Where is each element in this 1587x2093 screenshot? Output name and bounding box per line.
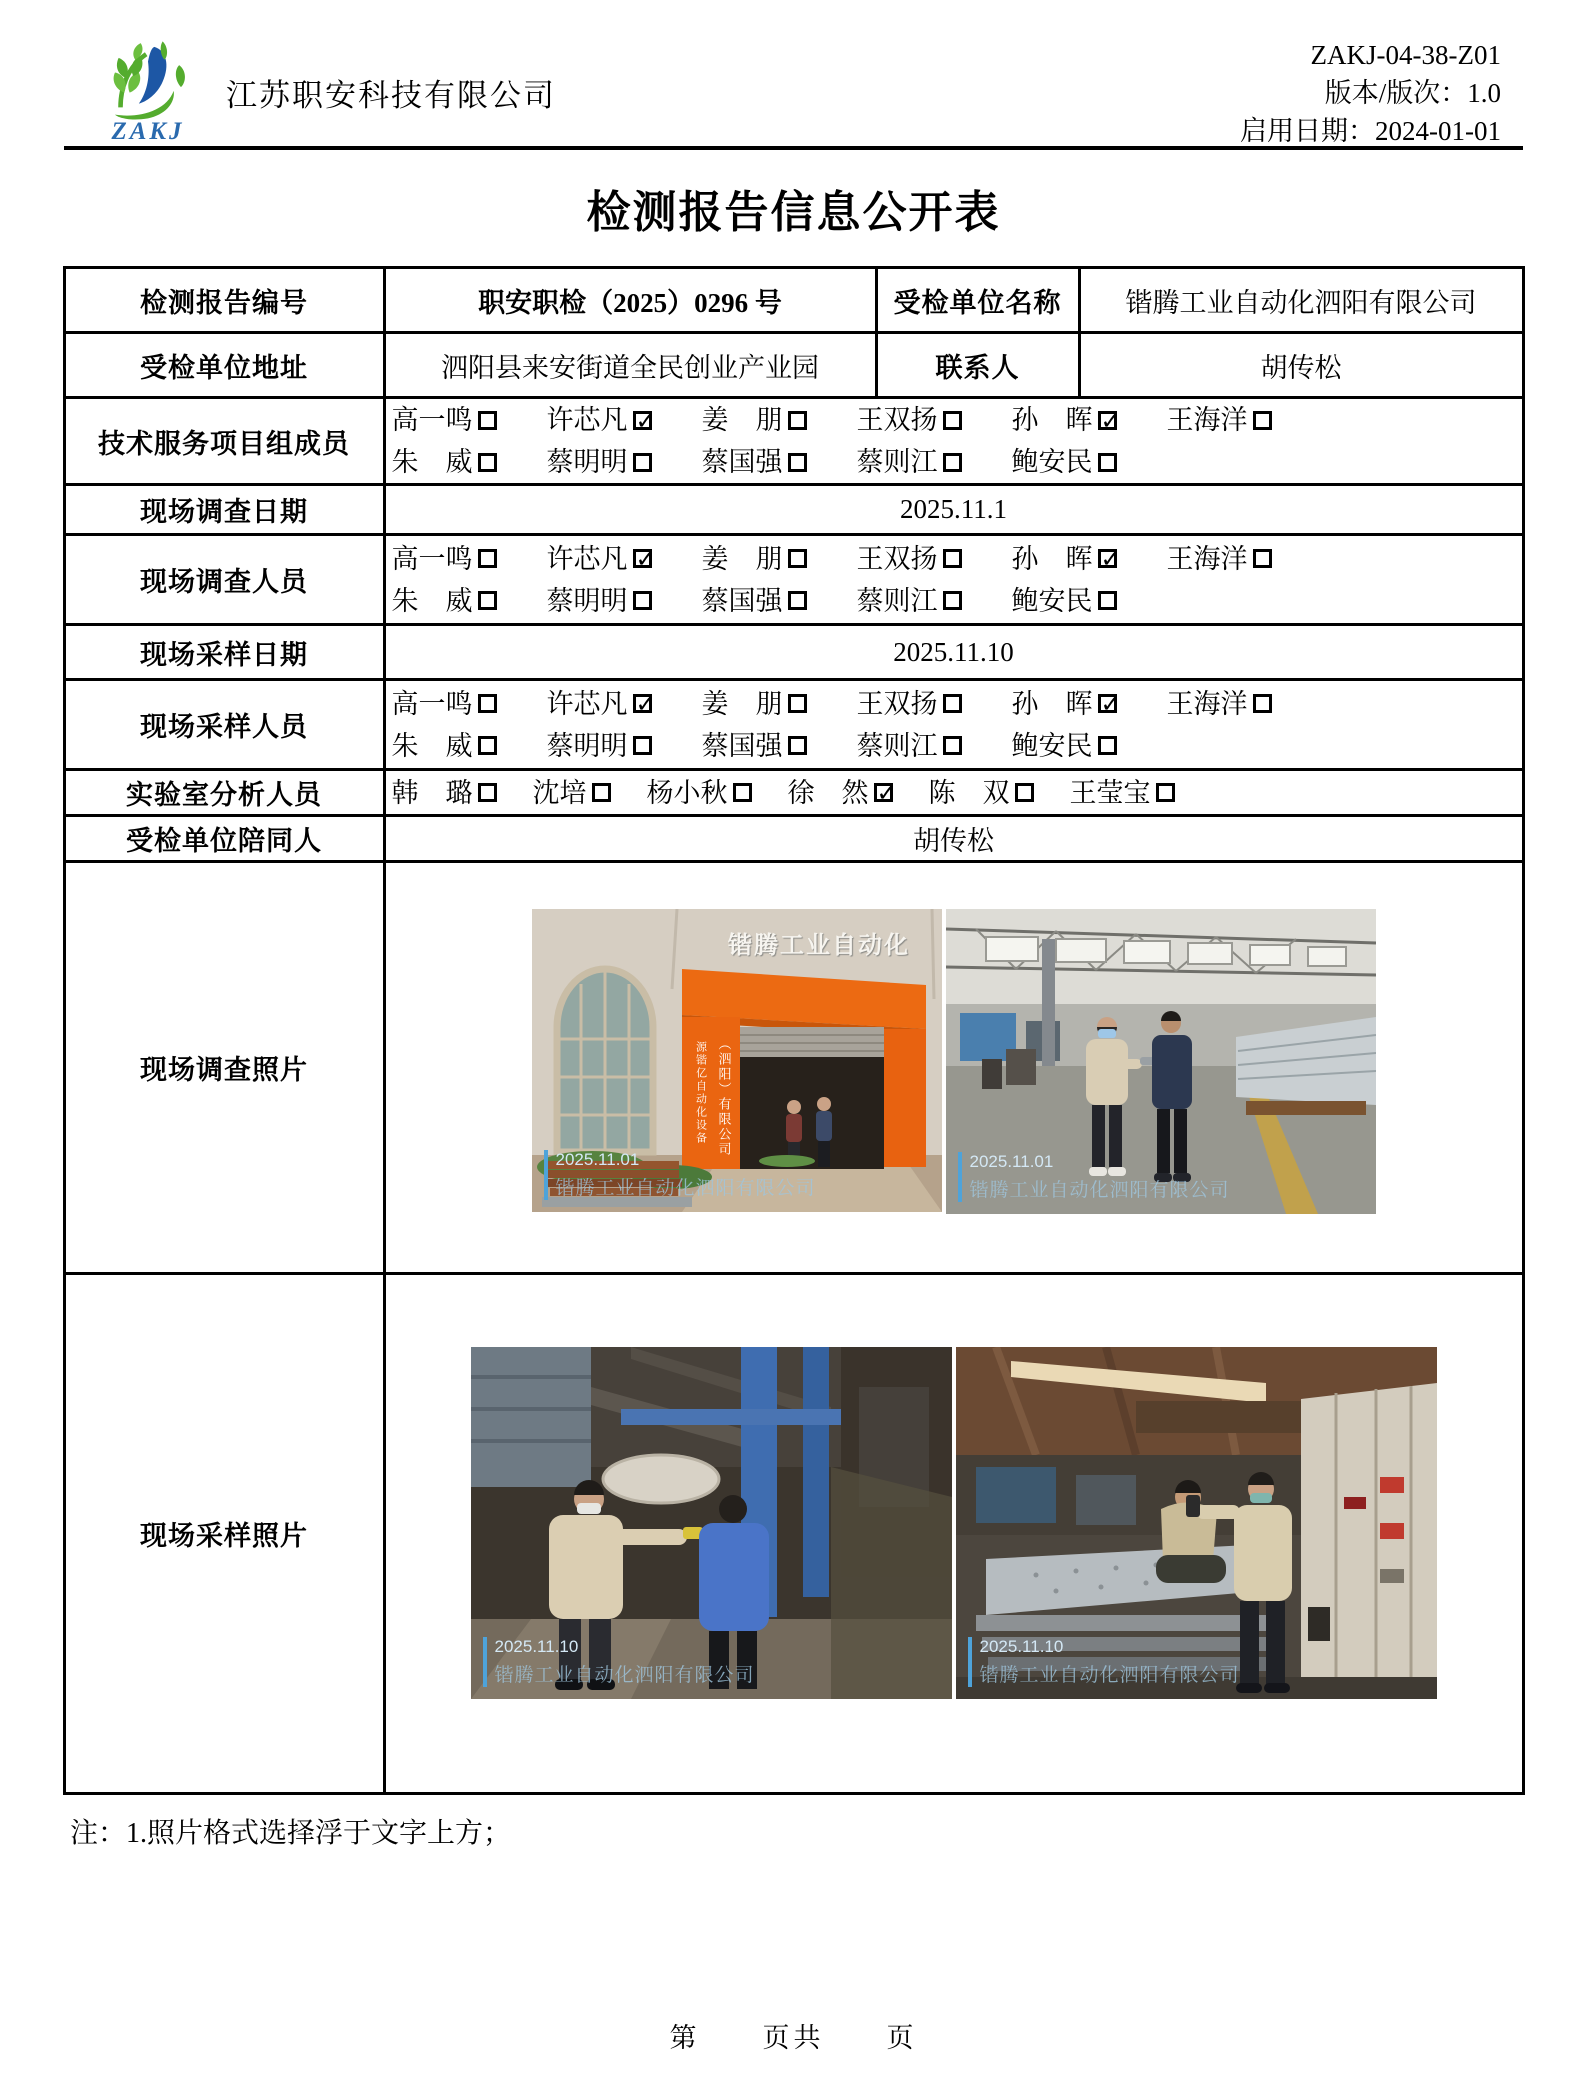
checkbox-unchecked-icon[interactable] bbox=[788, 736, 807, 755]
member-name: 孙 晖 bbox=[1011, 405, 1093, 435]
member-name: 韩 璐 bbox=[391, 777, 473, 808]
row-survey-staff bbox=[64, 535, 1523, 625]
member-item bbox=[546, 399, 656, 441]
member-name: 徐 然 bbox=[787, 777, 869, 808]
member-name: 高一鸣 bbox=[391, 405, 473, 435]
row-report-no bbox=[64, 268, 1523, 333]
sampling-photos-cell bbox=[384, 1274, 1523, 1794]
member-item bbox=[857, 538, 962, 580]
checkbox-unchecked-icon[interactable] bbox=[478, 411, 497, 430]
lab-staff-label: 实验室分析人员 bbox=[64, 770, 384, 816]
doc-version: 版本/版次：1.0 bbox=[1324, 78, 1501, 108]
member-name: 沈培 bbox=[532, 777, 587, 808]
watermark-company: 锴腾工业自动化泗阳有限公司 bbox=[979, 1665, 1240, 1686]
member-name: 蔡国强 bbox=[701, 585, 783, 616]
entrance-vertical-sign-right: （泗阳）有限公司 bbox=[716, 1037, 732, 1157]
member-name: 王双扬 bbox=[856, 543, 938, 574]
note-text: 注：1.照片格式选择浮于文字上方； bbox=[70, 1818, 512, 1849]
checkbox-unchecked-icon[interactable] bbox=[478, 453, 497, 472]
member-item bbox=[702, 580, 807, 622]
survey-photo-workshop-visit bbox=[946, 909, 1376, 1214]
checkbox-checked-icon[interactable]: ✓ bbox=[1098, 411, 1117, 430]
sampling-staff-cell bbox=[384, 680, 1523, 770]
survey-date-value: 2025.11.1 bbox=[384, 485, 1523, 535]
checkbox-unchecked-icon[interactable] bbox=[788, 591, 807, 610]
member-item bbox=[392, 772, 497, 814]
member-name: 王海洋 bbox=[1166, 543, 1248, 574]
checkbox-unchecked-icon[interactable] bbox=[1098, 453, 1117, 472]
sampling-date-value: 2025.11.10 bbox=[384, 625, 1523, 680]
member-name: 高一鸣 bbox=[391, 543, 473, 574]
survey-photos-cell bbox=[384, 862, 1523, 1274]
team-members-cell bbox=[384, 398, 1523, 485]
page-header bbox=[0, 0, 1587, 146]
checkbox-unchecked-icon[interactable] bbox=[478, 694, 497, 713]
member-name: 蔡明明 bbox=[546, 447, 628, 477]
member-item bbox=[392, 399, 497, 441]
member-item bbox=[1012, 725, 1117, 767]
member-name: 朱 威 bbox=[391, 585, 473, 616]
report-table bbox=[63, 266, 1525, 1795]
member-item bbox=[1011, 683, 1121, 725]
member-item bbox=[392, 580, 497, 622]
member-name: 姜 朋 bbox=[701, 543, 783, 574]
checkbox-unchecked-icon[interactable] bbox=[633, 736, 652, 755]
row-sampling-date bbox=[64, 625, 1523, 680]
member-item bbox=[702, 538, 807, 580]
member-item bbox=[546, 538, 656, 580]
member-item bbox=[1011, 538, 1121, 580]
entrance-vertical-sign-left: 源锴亿自动化设备 bbox=[694, 1041, 707, 1145]
leaf-logo-icon bbox=[102, 34, 194, 122]
page-footer: 第 页共 页 bbox=[669, 2023, 918, 2053]
checkbox-unchecked-icon[interactable] bbox=[633, 591, 652, 610]
survey-staff-cell bbox=[384, 535, 1523, 625]
member-name: 蔡国强 bbox=[701, 730, 783, 761]
row-survey-photos bbox=[64, 862, 1523, 1274]
checkbox-unchecked-icon[interactable] bbox=[788, 549, 807, 568]
doc-start-date: 启用日期：2024-01-01 bbox=[1240, 116, 1501, 146]
member-name: 孙 晖 bbox=[1011, 688, 1093, 719]
member-item bbox=[533, 772, 611, 814]
checkbox-unchecked-icon[interactable] bbox=[1253, 411, 1272, 430]
checkbox-checked-icon[interactable]: ✓ bbox=[633, 411, 652, 430]
member-name: 蔡明明 bbox=[546, 730, 628, 761]
checkbox-unchecked-icon[interactable] bbox=[1156, 783, 1175, 802]
checkbox-checked-icon[interactable]: ✓ bbox=[1098, 694, 1117, 713]
watermark-bar-icon bbox=[958, 1152, 962, 1202]
checkbox-unchecked-icon[interactable] bbox=[943, 549, 962, 568]
doc-meta bbox=[1240, 36, 1501, 150]
member-item bbox=[702, 725, 807, 767]
contact-label: 联系人 bbox=[876, 333, 1079, 398]
escort-label: 受检单位陪同人 bbox=[64, 816, 384, 862]
row-lab-staff bbox=[64, 770, 1523, 816]
contact-value: 胡传松 bbox=[1079, 333, 1523, 398]
member-name: 蔡则江 bbox=[856, 585, 938, 616]
member-name: 蔡则江 bbox=[856, 730, 938, 761]
member-name: 王海洋 bbox=[1166, 688, 1248, 719]
photo-watermark bbox=[483, 1637, 755, 1687]
member-item bbox=[1012, 580, 1117, 622]
checkbox-unchecked-icon[interactable] bbox=[478, 736, 497, 755]
member-item bbox=[1012, 441, 1117, 483]
watermark-date: 2025.11.10 bbox=[979, 1637, 1064, 1656]
member-name: 王双扬 bbox=[856, 405, 938, 435]
checkbox-unchecked-icon[interactable] bbox=[733, 783, 752, 802]
row-unit-addr bbox=[64, 333, 1523, 398]
member-name: 姜 朋 bbox=[701, 688, 783, 719]
member-name: 许芯凡 bbox=[546, 688, 628, 719]
sampling-date-label: 现场采样日期 bbox=[64, 625, 384, 680]
watermark-company: 锴腾工业自动化泗阳有限公司 bbox=[494, 1665, 755, 1686]
member-item bbox=[392, 725, 497, 767]
member-name: 鲍安民 bbox=[1011, 730, 1093, 761]
sampling-photo-label: 现场采样照片 bbox=[64, 1274, 384, 1794]
member-checklist-line bbox=[392, 683, 1516, 725]
survey-date-label: 现场调查日期 bbox=[64, 485, 384, 535]
member-item bbox=[392, 538, 497, 580]
checkbox-unchecked-icon[interactable] bbox=[1015, 783, 1034, 802]
member-item bbox=[702, 399, 807, 441]
member-checklist-line bbox=[392, 441, 1516, 483]
page-title: 检测报告信息公开表 bbox=[586, 188, 1001, 237]
member-item bbox=[546, 683, 656, 725]
unit-name-value: 锴腾工业自动化泗阳有限公司 bbox=[1079, 268, 1523, 333]
logo-text: ZAKJ bbox=[111, 118, 185, 145]
checkbox-unchecked-icon[interactable] bbox=[943, 591, 962, 610]
member-name: 朱 威 bbox=[391, 730, 473, 761]
sampling-photo-factory-aisle bbox=[956, 1347, 1437, 1699]
watermark-date: 2025.11.01 bbox=[555, 1150, 640, 1169]
checkbox-checked-icon[interactable]: ✓ bbox=[1098, 549, 1117, 568]
checkbox-unchecked-icon[interactable] bbox=[478, 549, 497, 568]
member-item bbox=[857, 399, 962, 441]
member-name: 孙 晖 bbox=[1011, 543, 1093, 574]
member-name: 鲍安民 bbox=[1011, 585, 1093, 616]
watermark-bar-icon bbox=[968, 1637, 972, 1687]
member-checklist-line bbox=[392, 399, 1516, 441]
checkbox-unchecked-icon[interactable] bbox=[1098, 736, 1117, 755]
survey-photo-label: 现场调查照片 bbox=[64, 862, 384, 1274]
company-logo bbox=[96, 34, 200, 146]
member-name: 王莹宝 bbox=[1069, 777, 1151, 808]
member-name: 蔡则江 bbox=[856, 447, 938, 477]
member-item bbox=[1011, 399, 1121, 441]
checkbox-unchecked-icon[interactable] bbox=[1253, 694, 1272, 713]
member-name: 陈 双 bbox=[928, 777, 1010, 808]
checkbox-unchecked-icon[interactable] bbox=[1253, 549, 1272, 568]
unit-addr-label: 受检单位地址 bbox=[64, 333, 384, 398]
checkbox-unchecked-icon[interactable] bbox=[943, 453, 962, 472]
row-escort bbox=[64, 816, 1523, 862]
sampling-photo-machine-measure bbox=[471, 1347, 952, 1699]
watermark-date: 2025.11.01 bbox=[969, 1152, 1054, 1171]
member-item bbox=[929, 772, 1034, 814]
member-item bbox=[547, 725, 652, 767]
member-name: 蔡国强 bbox=[701, 447, 783, 477]
checkbox-checked-icon[interactable]: ✓ bbox=[874, 783, 893, 802]
report-no-value: 职安职检（2025）0296 号 bbox=[384, 268, 876, 333]
watermark-bar-icon bbox=[483, 1637, 487, 1687]
member-item bbox=[857, 683, 962, 725]
checkbox-checked-icon[interactable]: ✓ bbox=[633, 549, 652, 568]
checkbox-unchecked-icon[interactable] bbox=[592, 783, 611, 802]
member-name: 王双扬 bbox=[856, 688, 938, 719]
watermark-company: 锴腾工业自动化泗阳有限公司 bbox=[969, 1180, 1230, 1201]
unit-name-label: 受检单位名称 bbox=[876, 268, 1079, 333]
member-name: 鲍安民 bbox=[1011, 447, 1093, 477]
checkbox-unchecked-icon[interactable] bbox=[478, 783, 497, 802]
checkbox-unchecked-icon[interactable] bbox=[788, 411, 807, 430]
member-item bbox=[547, 441, 652, 483]
doc-code: ZAKJ-04-38-Z01 bbox=[1310, 40, 1501, 70]
photo-watermark bbox=[544, 1150, 816, 1200]
member-name: 许芯凡 bbox=[546, 543, 628, 574]
member-name: 蔡明明 bbox=[546, 585, 628, 616]
member-name: 姜 朋 bbox=[701, 405, 783, 435]
lab-staff-cell bbox=[384, 770, 1523, 816]
checkbox-unchecked-icon[interactable] bbox=[788, 453, 807, 472]
survey-staff-label: 现场调查人员 bbox=[64, 535, 384, 625]
survey-photo-building-entrance bbox=[532, 909, 942, 1212]
checkbox-unchecked-icon[interactable] bbox=[943, 694, 962, 713]
photo-watermark bbox=[968, 1637, 1240, 1687]
row-survey-date bbox=[64, 485, 1523, 535]
checkbox-unchecked-icon[interactable] bbox=[1098, 591, 1117, 610]
checkbox-unchecked-icon[interactable] bbox=[478, 591, 497, 610]
member-item bbox=[702, 683, 807, 725]
watermark-date: 2025.11.10 bbox=[494, 1637, 579, 1656]
member-item bbox=[392, 441, 497, 483]
entrance-sign-text: 锴腾工业自动化 bbox=[728, 933, 910, 959]
photo-watermark bbox=[958, 1152, 1230, 1202]
row-sampling-staff bbox=[64, 680, 1523, 770]
checkbox-unchecked-icon[interactable] bbox=[633, 453, 652, 472]
member-item bbox=[392, 683, 497, 725]
escort-value: 胡传松 bbox=[384, 816, 1523, 862]
team-label: 技术服务项目组成员 bbox=[64, 398, 384, 485]
company-name: 江苏职安科技有限公司 bbox=[226, 78, 556, 113]
row-sampling-photos bbox=[64, 1274, 1523, 1794]
member-name: 杨小秋 bbox=[646, 777, 728, 808]
member-item bbox=[702, 441, 807, 483]
watermark-bar-icon bbox=[544, 1150, 548, 1200]
member-name: 许芯凡 bbox=[546, 405, 628, 435]
watermark-company: 锴腾工业自动化泗阳有限公司 bbox=[555, 1178, 816, 1199]
member-checklist-line bbox=[392, 725, 1516, 767]
checkbox-unchecked-icon[interactable] bbox=[943, 736, 962, 755]
sampling-staff-label: 现场采样人员 bbox=[64, 680, 384, 770]
member-checklist-line bbox=[392, 580, 1516, 622]
member-item bbox=[857, 441, 962, 483]
member-checklist-line bbox=[392, 538, 1516, 580]
member-name: 高一鸣 bbox=[391, 688, 473, 719]
member-item bbox=[1167, 683, 1272, 725]
member-item bbox=[857, 580, 962, 622]
checkbox-unchecked-icon[interactable] bbox=[788, 694, 807, 713]
checkbox-checked-icon[interactable]: ✓ bbox=[633, 694, 652, 713]
checkbox-unchecked-icon[interactable] bbox=[943, 411, 962, 430]
member-item bbox=[1070, 772, 1175, 814]
member-name: 王海洋 bbox=[1166, 405, 1248, 435]
member-checklist-line bbox=[392, 772, 1516, 814]
member-item bbox=[787, 772, 897, 814]
unit-addr-value: 泗阳县来安街道全民创业产业园 bbox=[384, 333, 876, 398]
member-item bbox=[1167, 538, 1272, 580]
member-name: 朱 威 bbox=[391, 447, 473, 477]
member-item bbox=[1167, 399, 1272, 441]
row-team bbox=[64, 398, 1523, 485]
report-no-label: 检测报告编号 bbox=[64, 268, 384, 333]
member-item bbox=[647, 772, 752, 814]
member-item bbox=[547, 580, 652, 622]
member-item bbox=[857, 725, 962, 767]
